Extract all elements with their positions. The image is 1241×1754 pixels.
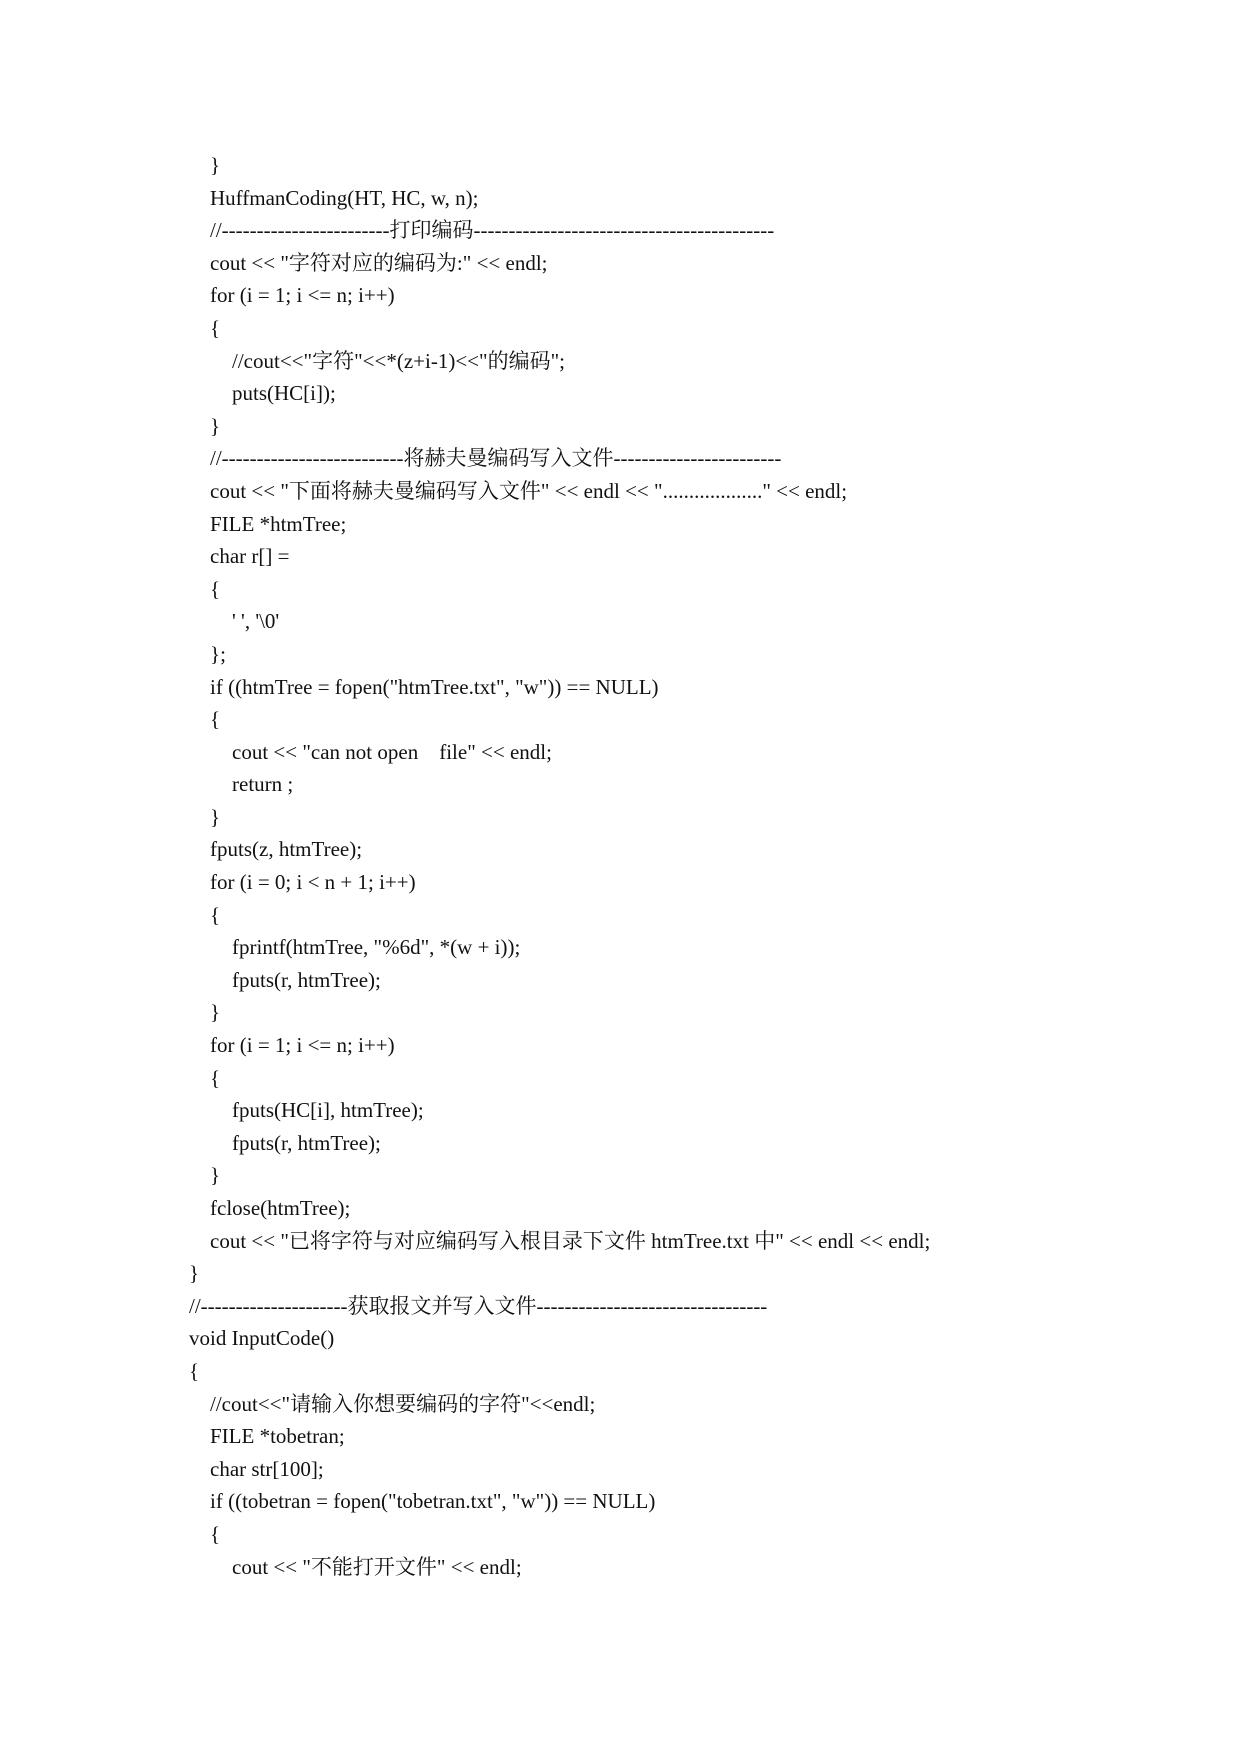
code-line: char r[] = bbox=[210, 544, 290, 569]
code-line: { bbox=[210, 902, 221, 927]
code-line: } bbox=[210, 413, 221, 438]
code-line: FILE *tobetran; bbox=[210, 1424, 345, 1449]
code-line: { bbox=[210, 576, 221, 601]
code-line: { bbox=[210, 1065, 221, 1090]
code-line: fprintf(htmTree, "%6d", *(w + i)); bbox=[232, 935, 521, 960]
code-line: cout << "can not open file" << endl; bbox=[232, 739, 552, 764]
code-line: } bbox=[210, 153, 221, 177]
code-line: FILE *htmTree; bbox=[210, 511, 347, 536]
code-line: //---------------------获取报文并写入文件--------------------------------- bbox=[189, 1293, 768, 1318]
code-listing bbox=[189, 149, 930, 1583]
code-line: cout << "不能打开文件" << endl; bbox=[232, 1554, 522, 1579]
code-line: cout << "字符对应的编码为:" << endl; bbox=[210, 250, 548, 275]
code-line: for (i = 1; i <= n; i++) bbox=[210, 283, 395, 308]
code-line: if ((tobetran = fopen("tobetran.txt", "w")) == NULL) bbox=[210, 1489, 656, 1514]
code-line: } bbox=[189, 1261, 200, 1286]
code-line: }; bbox=[210, 641, 226, 666]
code-line: for (i = 1; i <= n; i++) bbox=[210, 1033, 395, 1058]
code-line: ' ', '\0' bbox=[232, 609, 280, 634]
code-line: HuffmanCoding(HT, HC, w, n); bbox=[210, 185, 479, 210]
code-line: fclose(htmTree); bbox=[210, 1196, 351, 1220]
code-line: if ((htmTree = fopen("htmTree.txt", "w")) == NULL) bbox=[210, 674, 659, 699]
code-line: puts(HC[i]); bbox=[232, 381, 336, 406]
code-line: } bbox=[210, 804, 221, 829]
code-line: cout << "已将字符与对应编码写入根目录下文件 htmTree.txt 中" << endl << endl; bbox=[210, 1228, 931, 1253]
code-line: //cout<<"请输入你想要编码的字符"<<endl; bbox=[210, 1391, 596, 1416]
code-line: } bbox=[210, 1163, 221, 1188]
code-line: cout << "下面将赫夫曼编码写入文件" << endl << "..................." << endl; bbox=[210, 478, 848, 503]
code-line: void InputCode() bbox=[189, 1326, 335, 1351]
code-line: //------------------------打印编码------------------------------------------- bbox=[210, 218, 775, 243]
code-line: { bbox=[210, 707, 221, 732]
code-line: //--------------------------将赫夫曼编码写入文件------------------------ bbox=[210, 446, 782, 471]
code-line: fputs(z, htmTree); bbox=[210, 837, 363, 862]
code-line: fputs(r, htmTree); bbox=[232, 1130, 381, 1155]
code-line: } bbox=[210, 1000, 221, 1025]
code-line: return ; bbox=[232, 772, 294, 797]
code-line: fputs(HC[i], htmTree); bbox=[232, 1098, 424, 1123]
code-line: char str[100]; bbox=[210, 1456, 324, 1481]
code-line: fputs(r, htmTree); bbox=[232, 967, 381, 992]
code-line: { bbox=[210, 315, 221, 340]
code-line: { bbox=[210, 1521, 221, 1546]
code-line: //cout<<"字符"<<*(z+i-1)<<"的编码"; bbox=[232, 348, 565, 373]
code-line: for (i = 0; i < n + 1; i++) bbox=[210, 870, 416, 895]
code-line: { bbox=[189, 1358, 200, 1383]
